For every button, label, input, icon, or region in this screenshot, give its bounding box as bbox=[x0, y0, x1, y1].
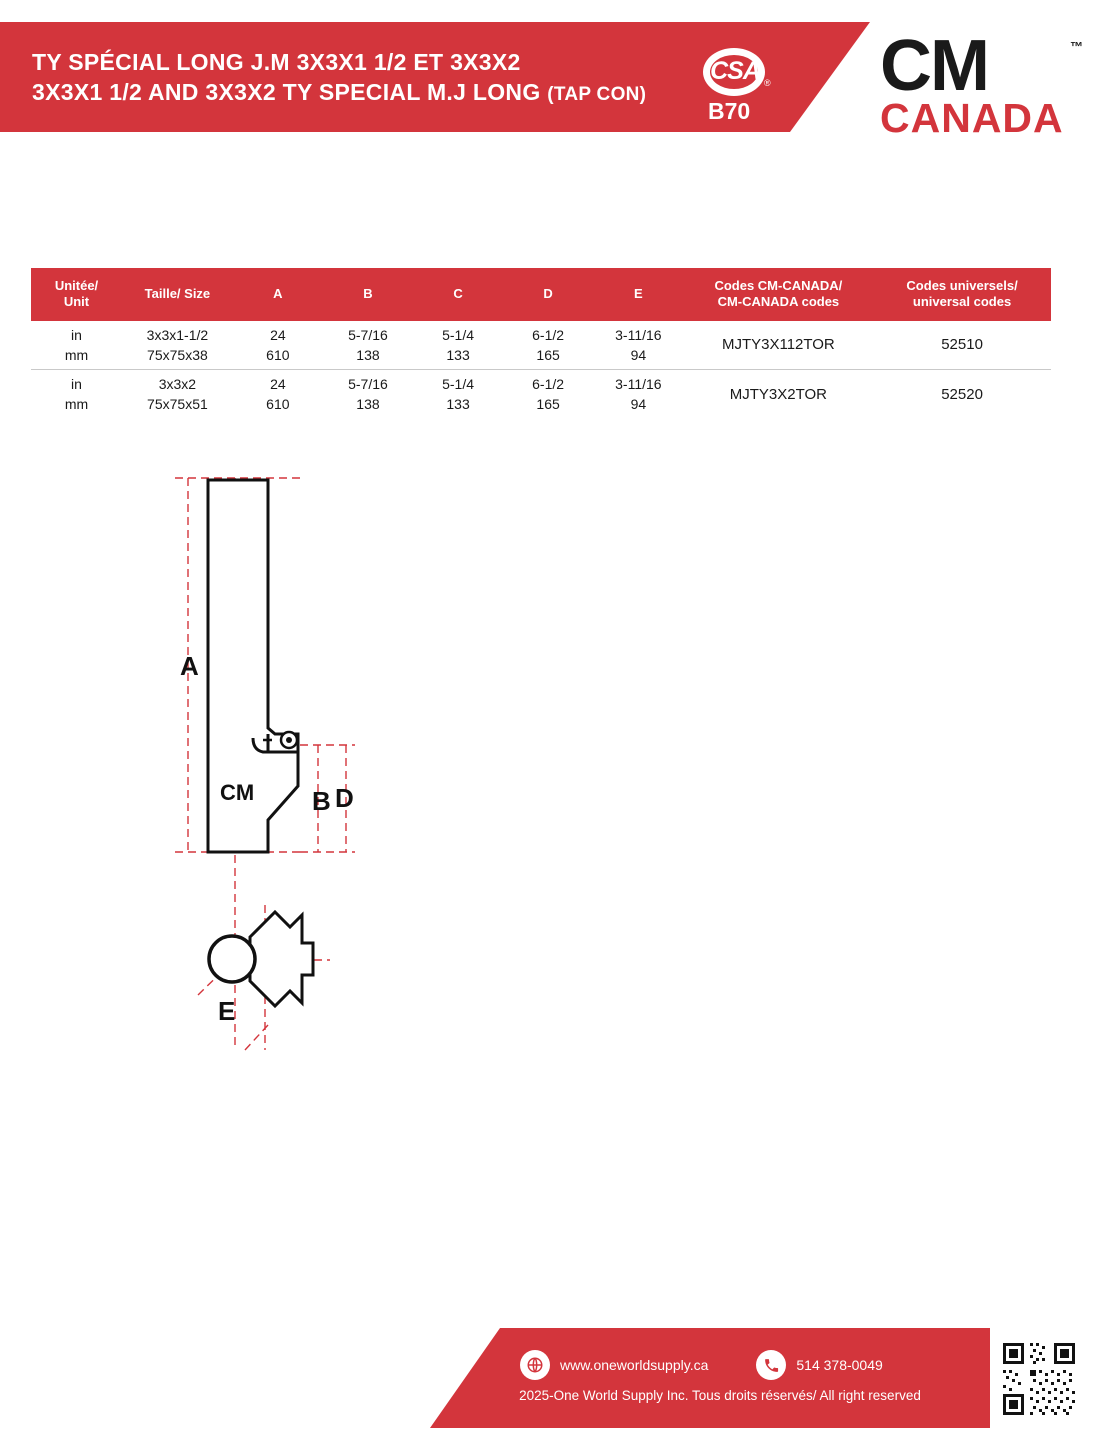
cell-cm-code: MJTY3X112TOR bbox=[684, 321, 874, 370]
th-e: E bbox=[593, 268, 684, 321]
title-line-english-paren: (TAP CON) bbox=[547, 83, 647, 105]
footer-copyright: 2025-One World Supply Inc. Tous droits réservés/ All right reserved bbox=[519, 1388, 921, 1403]
th-uni-line2: universal codes bbox=[912, 294, 1012, 310]
cell-c-in: 5-1/4 bbox=[442, 376, 475, 393]
csa-badge bbox=[700, 48, 790, 138]
table-row bbox=[31, 370, 1051, 419]
cell-c bbox=[413, 370, 503, 419]
cell-size-mm: 75x75x38 bbox=[147, 346, 208, 363]
cell-cm-code: MJTY3X2TOR bbox=[729, 385, 827, 403]
table-header-row bbox=[31, 268, 1051, 321]
table-header bbox=[31, 268, 1051, 321]
csa-code-label: B70 bbox=[708, 98, 751, 124]
footer-website-link[interactable]: www.oneworldsupply.ca bbox=[560, 1357, 709, 1373]
logo-cm-text: CM bbox=[880, 26, 988, 106]
th-a: A bbox=[233, 268, 323, 321]
cell-unit-in: in bbox=[71, 326, 82, 343]
cell-e-mm: 94 bbox=[630, 346, 647, 363]
th-b: B bbox=[323, 268, 413, 321]
cell-e-mm: 94 bbox=[630, 396, 647, 413]
cell-e bbox=[593, 370, 684, 419]
th-uni-line1: Codes universels/ bbox=[906, 278, 1018, 293]
cell-d bbox=[503, 370, 593, 419]
table-body bbox=[31, 321, 1051, 419]
cell-b-mm: 138 bbox=[356, 396, 380, 413]
cell-size bbox=[122, 370, 233, 419]
qr-code-image bbox=[1000, 1340, 1078, 1418]
end-view-circle bbox=[209, 936, 255, 982]
cell-c bbox=[413, 321, 503, 370]
th-unit bbox=[31, 268, 122, 321]
title-line-english-main: 3X3X1 1/2 AND 3X3X2 TY SPECIAL M.J LONG bbox=[32, 78, 548, 105]
cell-e bbox=[593, 321, 684, 370]
cell-b bbox=[323, 321, 413, 370]
cell-size-in: 3x3x1-1/2 bbox=[146, 326, 209, 343]
cell-size-mm: 75x75x51 bbox=[147, 396, 208, 413]
footer-contact-row bbox=[520, 1350, 990, 1380]
footer-phone-group[interactable] bbox=[756, 1350, 882, 1380]
th-d: D bbox=[503, 268, 593, 321]
cell-d-in: 6-1/2 bbox=[532, 326, 565, 343]
page-footer bbox=[0, 1328, 1112, 1438]
end-view-outline bbox=[250, 912, 313, 1006]
csa-registered-symbol: ® bbox=[764, 78, 771, 88]
cell-universal-code: 52510 bbox=[873, 321, 1051, 370]
cell-c-mm: 133 bbox=[446, 396, 470, 413]
cell-c-in: 5-1/4 bbox=[442, 326, 475, 343]
th-c: C bbox=[413, 268, 503, 321]
cell-unit bbox=[31, 370, 122, 419]
qr-code[interactable] bbox=[1000, 1340, 1078, 1418]
cell-c-mm: 133 bbox=[446, 346, 470, 363]
title-line-french: TY SPÉCIAL LONG J.M 3X3X1 1/2 ET 3X3X2 bbox=[32, 49, 521, 75]
page-header bbox=[0, 0, 1112, 175]
th-cm-codes bbox=[684, 268, 874, 321]
cell-e-in: 3-11/16 bbox=[615, 326, 662, 343]
th-unit-line1: Unitée/ bbox=[54, 278, 99, 293]
footer-phone-number[interactable]: 514 378-0049 bbox=[796, 1357, 883, 1373]
page-title bbox=[32, 48, 712, 108]
cell-a bbox=[233, 370, 323, 419]
cell-a-in: 24 bbox=[270, 376, 286, 393]
cell-unit-in: in bbox=[71, 376, 82, 393]
cell-a-in: 24 bbox=[270, 326, 286, 343]
dimension-label-e: E bbox=[218, 996, 236, 1026]
cell-unit bbox=[31, 321, 122, 370]
cell-size-in: 3x3x2 bbox=[158, 376, 197, 393]
title-line-english bbox=[32, 78, 712, 108]
dimension-label-b: B bbox=[312, 786, 331, 816]
cell-d-mm: 165 bbox=[536, 346, 560, 363]
cell-d-in: 6-1/2 bbox=[532, 376, 565, 393]
cell-d-mm: 165 bbox=[536, 396, 560, 413]
cell-b-mm: 138 bbox=[356, 346, 380, 363]
drawing-cm-mark: CM bbox=[220, 780, 255, 805]
th-universal-codes bbox=[873, 268, 1051, 321]
technical-drawing bbox=[150, 450, 580, 1070]
cell-b-in: 5-7/16 bbox=[348, 326, 388, 343]
cell-unit-mm: mm bbox=[64, 396, 89, 413]
spec-table bbox=[31, 268, 1051, 419]
cell-b bbox=[323, 370, 413, 419]
dimension-label-d: D bbox=[335, 783, 354, 813]
cell-a-mm: 610 bbox=[266, 346, 290, 363]
cm-canada-logo bbox=[880, 26, 1083, 165]
cell-universal-code: 52520 bbox=[941, 385, 983, 403]
dimension-label-a: A bbox=[180, 651, 199, 681]
drawing-svg bbox=[150, 450, 580, 1070]
table-row bbox=[31, 321, 1051, 370]
cell-size bbox=[122, 321, 233, 370]
cell-a bbox=[233, 321, 323, 370]
th-size: Taille/ Size bbox=[122, 268, 233, 321]
specification-table bbox=[31, 268, 1051, 419]
th-cm-line1: Codes CM-CANADA/ bbox=[714, 278, 843, 293]
logo-canada-text: CANADA bbox=[880, 95, 1064, 141]
cell-e-in: 3-11/16 bbox=[615, 376, 662, 393]
csa-mark-label: CSA bbox=[710, 57, 760, 85]
footer-website-group[interactable] bbox=[520, 1350, 708, 1380]
cell-unit-mm: mm bbox=[64, 346, 89, 363]
th-cm-line2: CM-CANADA codes bbox=[717, 294, 840, 310]
cell-a-mm: 610 bbox=[266, 396, 290, 413]
cell-d bbox=[503, 321, 593, 370]
th-unit-line2: Unit bbox=[63, 294, 90, 310]
cell-b-in: 5-7/16 bbox=[348, 376, 388, 393]
logo-trademark-symbol: ™ bbox=[1070, 39, 1083, 54]
web-globe-icon bbox=[520, 1350, 550, 1380]
phone-icon bbox=[756, 1350, 786, 1380]
